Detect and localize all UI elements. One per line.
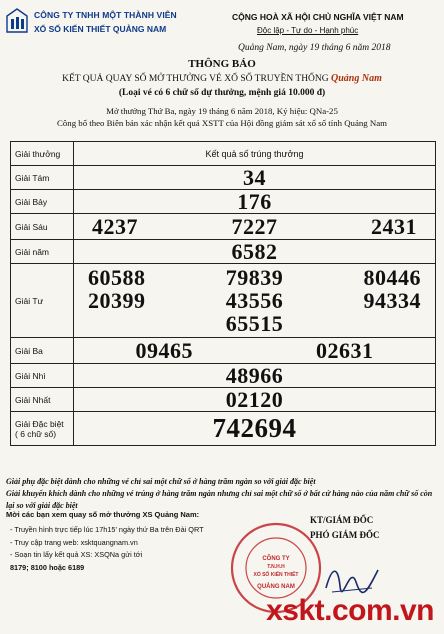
winning-number: 7227	[231, 213, 278, 239]
ticket-note: (Loại vé có 6 chữ số dự thưởng, mệnh giá 10.000 đ)	[118, 88, 326, 98]
table-row	[11, 388, 436, 412]
headline-province: Quảng Nam	[331, 73, 382, 84]
winning-number: 94334	[363, 287, 421, 313]
prize-label: Giải Sáu	[11, 214, 74, 240]
notice-headline	[0, 73, 444, 84]
winning-number: 60588	[88, 264, 146, 290]
notice-title: THÔNG BÁO	[188, 58, 256, 70]
winning-number: 2431	[371, 213, 417, 239]
svg-text:T.N.H.H: T.N.H.H	[267, 564, 285, 570]
winning-number: 4237	[92, 213, 138, 239]
winning-number: 34	[243, 164, 266, 190]
list-item: - Truy cập trang web: xsktquangnam.vn	[10, 537, 138, 547]
footnotes	[6, 476, 438, 512]
sign-role-2: PHÓ GIÁM ĐỐC	[310, 530, 380, 540]
footnote-special-consolation: Giải phụ đặc biệt dành cho những vé chỉ sai một chữ số ở hàng trăm ngàn so với giải đặc biệt	[6, 477, 316, 486]
nation-motto: Độc lập - Tự do - Hạnh phúc	[257, 26, 359, 35]
list-item: - Truyền hình trực tiếp lúc 17h15' ngày thứ Ba trên Đài QRT	[10, 525, 204, 534]
company-name-line2: XỔ SỐ KIẾN THIẾT QUẢNG NAM	[34, 24, 167, 34]
nation-title: CỘNG HOÀ XÃ HỘI CHỦ NGHĨA VIỆT NAM	[232, 12, 404, 22]
headline-prefix: KẾT QUẢ QUAY SỐ MỞ THƯỞNG VÉ XỔ SỐ TRUYỀN THỐNG	[62, 74, 332, 84]
winning-number: 02120	[225, 386, 284, 412]
prize-label: Giải Nhất	[11, 388, 74, 412]
winning-number: 48966	[225, 362, 284, 388]
winning-number: 176	[237, 188, 272, 214]
footnote-encouragement: Giải khuyến khích dành cho những vé trúng ở hàng trăm ngàn nhưng chỉ sai một chữ số ở bất cứ hàng nào của năm chữ số còn lại so với giải đặc biệt	[6, 489, 433, 510]
winning-number: 43556	[225, 287, 284, 313]
table-row	[11, 214, 436, 240]
table-header-row	[11, 142, 436, 166]
prize-label: Giải Tư	[11, 264, 74, 338]
table-row	[11, 264, 436, 338]
winning-number: 80446	[363, 264, 421, 290]
more-info-title: Mời các bạn xem quay số mở thưởng XS Quảng Nam:	[6, 510, 200, 519]
col-prize-header: Giải thưởng	[11, 142, 74, 166]
prize-label: Giải Ba	[11, 338, 74, 364]
prize-label: Giải Nhì	[11, 364, 74, 388]
winning-number: 79839	[225, 264, 284, 290]
winning-number: 6582	[231, 238, 278, 264]
winning-number: 65515	[225, 310, 284, 336]
winning-number: 09465	[135, 337, 193, 363]
winning-number: 20399	[88, 287, 146, 313]
table-row	[11, 240, 436, 264]
svg-text:CÔNG TY: CÔNG TY	[262, 556, 290, 562]
info-list	[10, 524, 204, 574]
place-date: Quảng Nam, ngày 19 tháng 6 năm 2018	[238, 43, 391, 53]
sign-role-1: KT/GIÁM ĐỐC	[310, 515, 374, 525]
table-row	[11, 338, 436, 364]
table-row	[11, 166, 436, 190]
prize-label: Giải năm	[11, 240, 74, 264]
company-name-line1: CÔNG TY TNHH MỘT THÀNH VIÊN	[34, 10, 177, 20]
results-table	[10, 141, 436, 446]
watermark: xskt.com.vn	[266, 594, 434, 627]
company-logo-icon	[6, 8, 28, 34]
table-row	[11, 190, 436, 214]
winning-number: 02631	[316, 337, 374, 363]
col-result-header: Kết quả số trúng thưởng	[74, 142, 436, 166]
signature-icon	[322, 558, 382, 598]
board-info: Công bố theo Biên bản xác nhận kết quả XSTT của Hội đồng giám sát xổ số tỉnh Quảng Nam	[57, 118, 387, 128]
svg-text:QUẢNG NAM: QUẢNG NAM	[257, 584, 295, 590]
special-prize-number: 742694	[212, 413, 297, 443]
table-row	[11, 412, 436, 446]
prize-label: Giải Đặc biệt	[15, 418, 64, 429]
prize-label: Giải Tám	[11, 166, 74, 190]
table-row	[11, 364, 436, 388]
list-item: - Soạn tin lấy kết quả XS: XSQNa gửi tới	[10, 550, 143, 559]
prize-sublabel: ( 6 chữ số)	[15, 428, 57, 439]
draw-info: Mở thưởng Thứ Ba, ngày 19 tháng 6 năm 2018, Ký hiệu: QNa-25	[106, 106, 338, 116]
prize-label-special	[11, 412, 74, 446]
prize-label: Giải Bảy	[11, 190, 74, 214]
svg-text:XỔ SỐ KIẾN THIẾT: XỔ SỐ KIẾN THIẾT	[253, 572, 299, 578]
list-item: 8179; 8100 hoặc 6189	[10, 562, 85, 572]
